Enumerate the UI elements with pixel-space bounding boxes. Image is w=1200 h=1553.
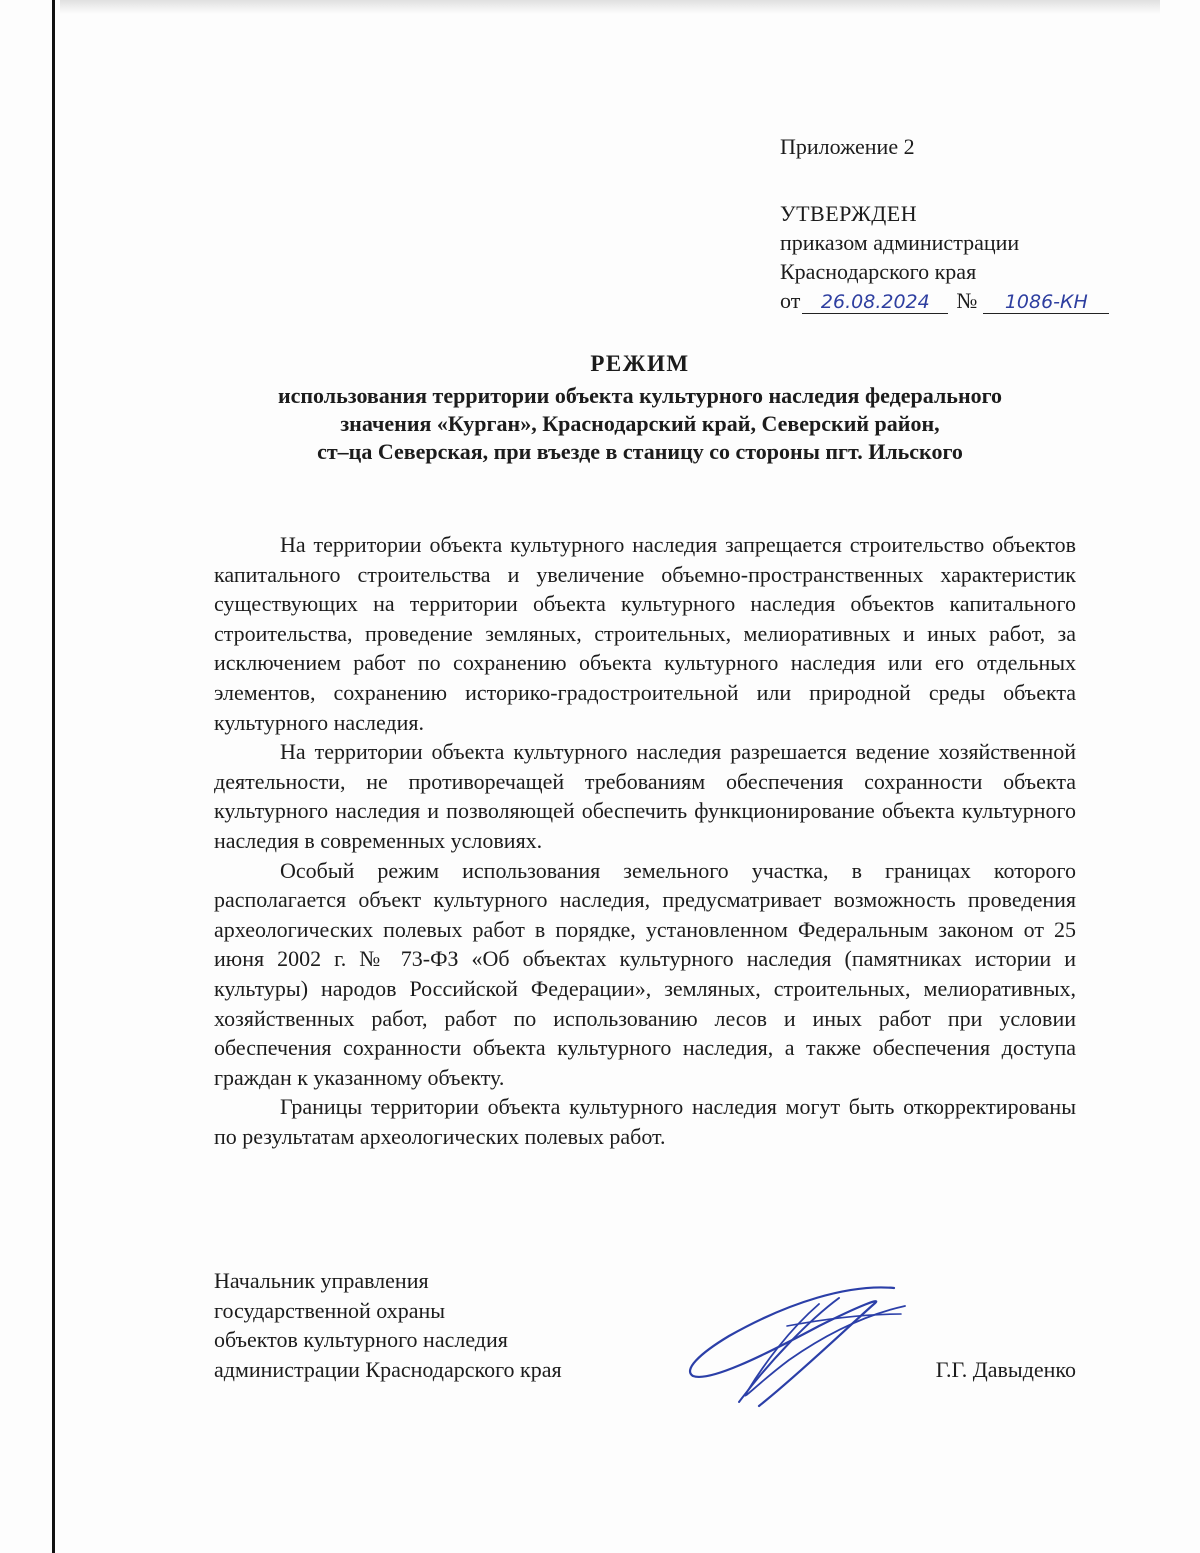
approval-block bbox=[780, 132, 1160, 315]
approval-region-line: Краснодарского края bbox=[780, 259, 977, 284]
document-subtitle-line-2: значения «Курган», Краснодарский край, Северский район, bbox=[340, 411, 940, 436]
signer-position-line: Начальник управления bbox=[214, 1268, 429, 1293]
number-prefix: № bbox=[956, 288, 978, 313]
handwritten-number: 1086-КН bbox=[983, 291, 1109, 314]
body-paragraph: Границы территории объекта культурного наследия могут быть откорректированы по результатам археологических полевых работ. bbox=[214, 1094, 1076, 1149]
document-body bbox=[214, 530, 1076, 1151]
approval-order-line: приказом администрации bbox=[780, 230, 1020, 255]
signer-name: Г.Г. Давыденко bbox=[935, 1357, 1076, 1382]
document-title: РЕЖИМ bbox=[590, 351, 690, 376]
body-paragraph: На территории объекта культурного наследия запрещается строительство объектов капитального строительства и увеличение объемно-пространственных характеристик существующих на территории объекта культурного наследия объектов капитального строительства, проведение земляных, строительных, мелиоративных и иных работ, за исключением работ по сохранению объекта культурного наследия или его отдельных элементов, сохранению историко-градостроительной или природной среды объекта культурного наследия. bbox=[214, 532, 1076, 735]
document-subtitle-line-1: использования территории объекта культурного наследия федерального bbox=[277, 383, 1003, 408]
body-paragraph: Особый режим использования земельного участка, в границах которого располагается объект культурного наследия, предусматривает возможность проведения археологических полевых работ в порядке, установленном Федеральным законом от 25 июня 2002 г. № 73-ФЗ «Об объектах культурного наследия (памятниках истории и культуры) народов Российской Федерации», земляных, строительных, мелиоративных, хозяйственных работ, работ по использованию лесов и иных работ при условии обеспечения сохранности объекта культурного наследия, а также обеспечения доступа граждан к указанному объекту. bbox=[214, 857, 1076, 1090]
approval-date-line bbox=[780, 286, 1160, 315]
signer-position bbox=[214, 1266, 674, 1384]
body-paragraph: На территории объекта культурного наследия разрешается ведение хозяйственной деятельности, не противоречащей требованиям обеспечения сохранности объекта культурного наследия и позволяющей обеспечить функционирование объекта культурного наследия в современных условиях. bbox=[214, 739, 1076, 853]
document-title-block bbox=[140, 350, 1140, 466]
signer-position-line: объектов культурного наследия bbox=[214, 1327, 508, 1353]
document-subtitle-line-3: ст–ца Северская, при въезде в станицу со стороны пгт. Ильского bbox=[317, 439, 963, 464]
handwritten-date: 26.08.2024 bbox=[802, 291, 948, 314]
appendix-label: Приложение 2 bbox=[780, 134, 915, 159]
signer-position-line: государственной охраны bbox=[214, 1297, 446, 1323]
handwritten-signature bbox=[669, 1274, 909, 1414]
signature-block bbox=[214, 1266, 1076, 1416]
signer-position-line: администрации Краснодарского края bbox=[214, 1356, 562, 1382]
date-prefix: от bbox=[780, 288, 801, 313]
scan-edge bbox=[52, 0, 55, 1553]
scan-shadow bbox=[60, 0, 1160, 14]
approved-title: УТВЕРЖДЕН bbox=[780, 201, 918, 226]
